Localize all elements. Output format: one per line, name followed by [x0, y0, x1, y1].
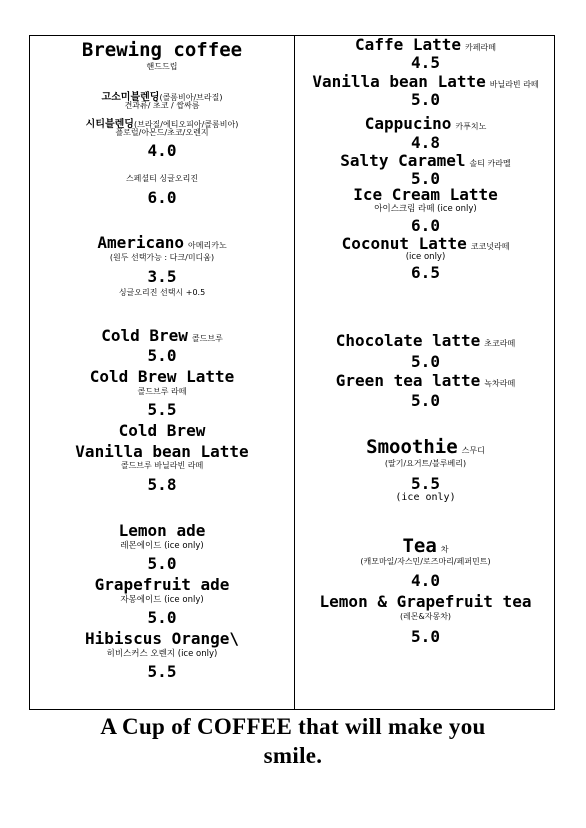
cold-brew-name: Cold Brew	[101, 326, 188, 345]
tea-line	[295, 537, 556, 556]
grapefruit-ade-korean: 자몽에이드 (ice only)	[120, 595, 204, 605]
coconut-latte-line	[295, 236, 556, 253]
smoothie-options: (딸기/요거트/블루베리)	[384, 459, 467, 468]
vanilla-latte-price: 5.0	[411, 90, 440, 109]
coconut-latte-price: 6.5	[411, 263, 440, 282]
cold-brew-korean: 콜드브루	[191, 334, 223, 343]
cappucino-name: Cappucino	[364, 114, 452, 133]
caffe-latte-price: 4.5	[411, 53, 440, 72]
caffe-latte-name: Caffe Latte	[355, 35, 462, 54]
green-tea-latte-name: Green tea latte	[335, 371, 481, 390]
cold-brew-vanilla-price: 5.8	[147, 475, 177, 494]
smoothie-price: 5.5	[411, 474, 440, 493]
green-tea-latte-price: 5.0	[411, 391, 440, 410]
coconut-latte-name: Coconut Latte	[341, 234, 467, 253]
americano-note: (원두 선택가능 : 다크/미디움)	[109, 253, 215, 262]
cold-brew-vanilla-line1: Cold Brew	[118, 421, 206, 440]
lemon-grapefruit-tea-name: Lemon & Grapefruit tea	[319, 592, 532, 611]
chocolate-latte-korean: 초코라떼	[484, 339, 516, 348]
tea-name: Tea	[402, 535, 437, 557]
ice-cream-latte-price: 6.0	[411, 216, 440, 235]
blend2-name: 시티블렌딩	[85, 119, 134, 130]
grapefruit-ade-name: Grapefruit ade	[94, 575, 230, 594]
cold-brew-vanilla-line2: Vanilla bean Latte	[75, 442, 249, 461]
blend2-origin: (브라질/에티오피아/콜롬비아)	[133, 120, 239, 129]
cold-brew-price: 5.0	[147, 346, 177, 365]
cold-brew-latte-korean: 콜드브루 라떼	[137, 387, 187, 396]
cold-brew-line	[30, 328, 294, 345]
single-origin-label: 스페셜티 싱글오리진	[125, 174, 199, 183]
smoothie-line	[295, 438, 556, 457]
chocolate-latte-line	[295, 333, 556, 350]
caffe-latte-line	[295, 37, 556, 54]
tea-korean: 차	[440, 545, 449, 554]
americano-name: Americano	[97, 233, 185, 252]
smoothie-name: Smoothie	[366, 436, 458, 458]
hibiscus-price: 5.5	[147, 662, 177, 681]
blend1-name: 고소미블렌딩	[101, 92, 160, 103]
lemon-grapefruit-tea-korean: (레몬&자몽차)	[399, 612, 452, 621]
cappucino-korean: 카푸치노	[455, 122, 487, 131]
salty-caramel-name: Salty Caramel	[340, 151, 466, 170]
salty-caramel-price: 5.0	[411, 169, 440, 188]
vanilla-latte-line	[295, 74, 556, 91]
chocolate-latte-price: 5.0	[411, 352, 440, 371]
americano-price: 3.5	[147, 267, 177, 286]
tea-price: 4.0	[411, 571, 440, 590]
blend2-notes: 플로럴/아몬드/초코/오렌지	[115, 128, 209, 137]
cold-brew-latte-name: Cold Brew Latte	[89, 367, 235, 386]
cold-brew-vanilla-korean: 콜드브루 바닐라빈 라떼	[120, 461, 204, 470]
coconut-latte-korean: 코코넛라떼	[470, 242, 510, 251]
blend1-notes: 견과류/ 초코 / 쌉싸름	[124, 101, 200, 110]
ice-cream-latte-name: Ice Cream Latte	[353, 185, 498, 204]
vanilla-latte-name: Vanilla bean Latte	[312, 72, 486, 91]
hibiscus-korean: 히비스커스 오렌지 (ice only)	[106, 649, 218, 659]
lemon-ade-name: Lemon ade	[118, 521, 206, 540]
cappucino-line	[295, 116, 556, 133]
left-column	[30, 36, 294, 709]
blend-price: 4.0	[147, 141, 177, 160]
tea-options: (캐모마일/자스민/로즈마리/페퍼민트)	[360, 557, 491, 566]
salty-caramel-line	[295, 153, 556, 170]
ice-cream-latte-korean: 아이스크림 라떼 (ice only)	[374, 204, 477, 214]
caffe-latte-korean: 카페라떼	[465, 43, 496, 52]
slogan-line1: A Cup of COFFEE that will make you	[100, 714, 486, 739]
green-tea-latte-korean: 녹차라떼	[484, 379, 516, 388]
americano-extra: 싱글오리진 선택시 +0.5	[118, 288, 206, 297]
brewing-title: Brewing coffee	[81, 39, 243, 61]
lemon-ade-price: 5.0	[147, 554, 177, 573]
menu-board	[29, 35, 555, 710]
brewing-subtitle: 핸드드립	[146, 62, 178, 71]
lemon-grapefruit-tea-price: 5.0	[411, 627, 440, 646]
lemon-ade-korean: 레몬에이드 (ice only)	[120, 541, 204, 551]
hibiscus-name: Hibiscus Orange\	[84, 629, 240, 648]
americano-korean: 아메리카노	[188, 241, 227, 250]
salty-caramel-korean: 솔티 카라멜	[469, 159, 511, 168]
coconut-latte-note: (ice only)	[405, 252, 446, 262]
americano-line	[30, 235, 294, 252]
smoothie-note: (ice only)	[395, 492, 456, 503]
single-origin-price: 6.0	[147, 188, 177, 207]
grapefruit-ade-price: 5.0	[147, 608, 177, 627]
chocolate-latte-name: Chocolate latte	[335, 331, 481, 350]
slogan-line2: smile.	[263, 743, 323, 768]
vanilla-latte-korean: 바닐라빈 라떼	[489, 80, 539, 89]
cold-brew-latte-price: 5.5	[147, 400, 177, 419]
cappucino-price: 4.8	[411, 133, 440, 152]
right-column	[295, 36, 556, 709]
green-tea-latte-line	[295, 373, 556, 390]
blend1-origin: (콜롬비아/브라질)	[159, 93, 223, 102]
smoothie-korean: 스무디	[461, 446, 485, 455]
